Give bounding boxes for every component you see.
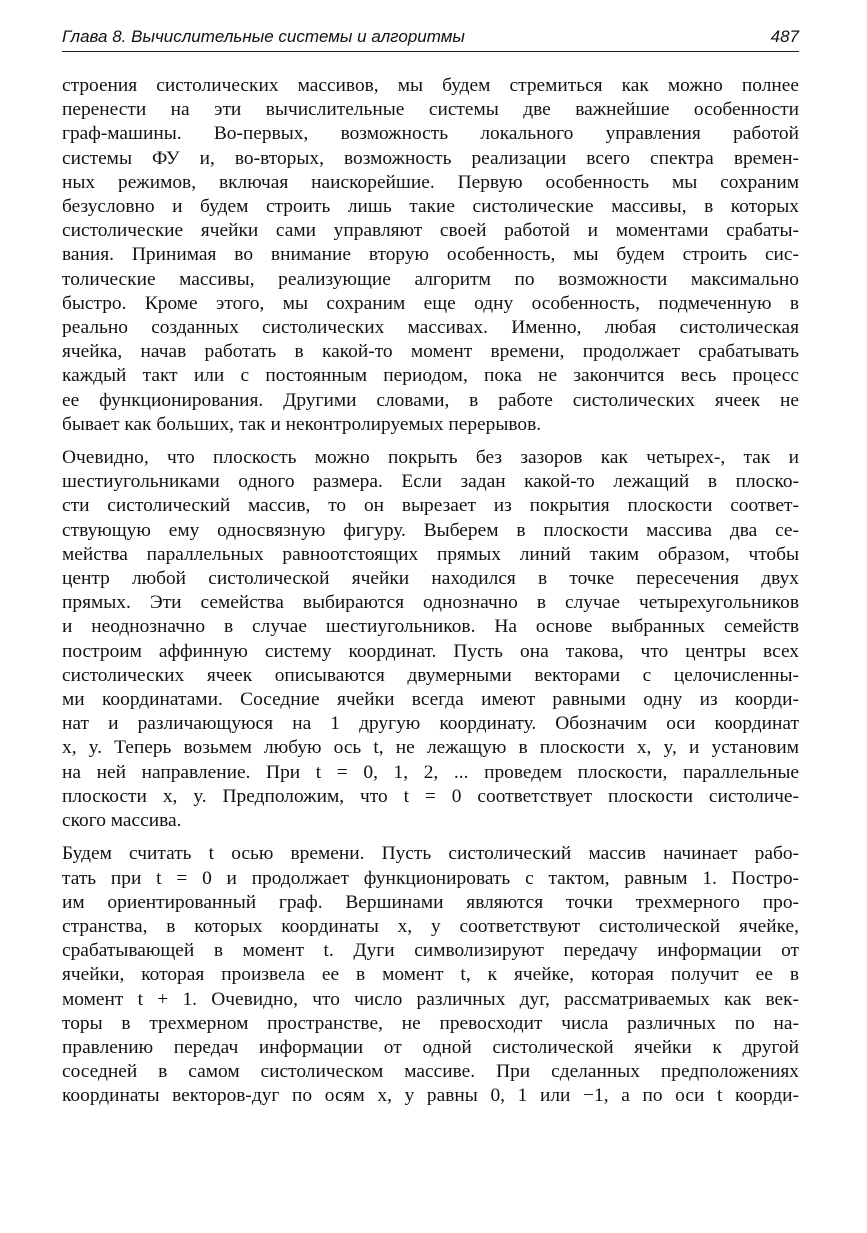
text-line: ствующую ему односвязную фигуру. Выберем в плоскости массива два се- [62,519,799,541]
text-line: на ней направление. При t = 0, 1, 2, ... проведем плоскости, параллельные [62,761,799,783]
text-line: шестиугольниками одного размера. Если задан какой-то лежащий в плоско- [62,471,799,493]
text-line: срабатывающей в момент t. Дуги символизируют передачу информации от [62,940,799,962]
text-line: соседней в самом систолическом массиве. При сделанных предположениях [62,1061,799,1083]
text-line: быстро. Кроме этого, мы сохраним еще одну особенность, подмеченную в [62,292,799,314]
chapter-title: Глава 8. Вычислительные системы и алгоритмы [62,27,465,46]
text-line: x, y. Теперь возьмем любую ось t, не лежащую в плоскости x, y, и установим [62,737,799,759]
paragraph [62,446,799,833]
text-line: каждый такт или с постоянным периодом, пока не закончится весь процесс [62,365,799,387]
text-line: ского массива. [62,810,182,832]
text-line: мейства параллельных равноотстоящих прямых линий таким образом, чтобы [62,543,799,565]
text-line: и неоднозначно в случае шестиугольников. На основе выбранных семейств [62,616,799,638]
text-line: систолических ячеек описываются двумерными векторами с целочисленны- [62,664,799,686]
text-line: Очевидно, что плоскость можно покрыть без зазоров как четырех-, так и [62,447,799,469]
text-line: построим аффинную систему координат. Пусть она такова, что центры всех [62,640,799,662]
text-line: вания. Принимая во внимание вторую особенность, мы будем строить сис- [62,244,799,266]
text-line: правлению передач информации от одной систолической ячейки к другой [62,1036,799,1058]
text-line: реально созданных систолических массивах. Именно, любая систолическая [62,317,799,339]
text-line: тать при t = 0 и продолжает функционировать с тактом, равным 1. Постро- [62,867,799,889]
paragraph [62,842,799,1108]
text-line: ми координатами. Соседние ячейки всегда имеют равными одну из коорди- [62,689,799,711]
text-line: толические массивы, реализующие алгоритм по возможности максимально [62,268,799,290]
text-line: граф-машины. Во-первых, возможность локального управления работой [62,123,799,145]
text-line: перенести на эти вычислительные системы две важнейшие особенности [62,99,799,121]
text-line: строения систолических массивов, мы будем стремиться как можно полнее [62,75,799,96]
text-line: плоскости x, y. Предположим, что t = 0 соответствует плоскости систоличе- [62,785,799,807]
text-line: ячейки, которая произвела ее в момент t, к ячейке, которая получит ее в [62,964,799,986]
text-line: им ориентированный граф. Вершинами являются точки трехмерного про- [62,891,799,913]
text-line: прямых. Эти семейства выбираются однозначно в случае четырехугольников [62,592,799,614]
text-line: центр любой систолической ячейки находился в точке пересечения двух [62,568,799,590]
text-line: момент t + 1. Очевидно, что число различных дуг, рассматриваемых как век- [62,988,799,1010]
text-line: Будем считать t осью времени. Пусть систолический массив начинает рабо- [62,843,799,865]
running-header [62,26,799,52]
text-line: торы в трехмерном пространстве, не превосходит числа различных по на- [62,1012,799,1034]
text-line: ее функционирования. Другими словами, в работе систолических ячеек не [62,389,799,411]
document-page [62,26,799,1109]
page-number: 487 [770,27,799,46]
text-line: бывает как больших, так и неконтролируемых перерывов. [62,413,542,435]
text-line: координаты векторов-дуг по осям x, y равны 0, 1 или −1, а по оси t коорди- [62,1085,799,1107]
text-line: системы ФУ и, во-вторых, возможность реализации всего спектра времен- [62,147,799,169]
text-line: безусловно и будем строить лишь такие систолические массивы, в которых [62,196,799,218]
paragraph [62,74,799,437]
text-line: систолические ячейки сами управляют своей работой и моментами срабаты- [62,220,799,242]
text-line: странства, в которых координаты x, y соответствуют систолической ячейке, [62,915,799,937]
text-line: ных режимов, включая наискорейшие. Первую особенность мы сохраним [62,171,799,193]
text-line: нат и различающуюся на 1 другую координату. Обозначим оси координат [62,713,799,735]
body-text [62,74,799,1109]
text-line: ячейка, начав работать в какой-то момент времени, продолжает срабатывать [62,341,799,363]
text-line: сти систолический массив, то он вырезает из покрытия плоскости соответ- [62,495,799,517]
